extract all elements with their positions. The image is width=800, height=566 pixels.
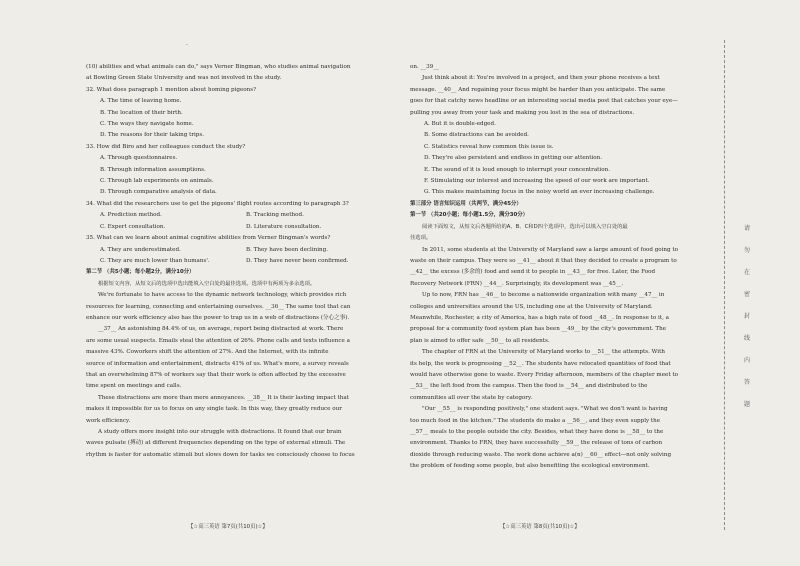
passage-line: waves pulsate (搏动) at different frequencies depending on the type of external stimuli. The [86, 440, 346, 447]
passage-line: The chapter of FRN at the University of Maryland works to __51__ the attempts. With [422, 349, 665, 356]
seal-line-notice [744, 218, 750, 416]
top-dot-mark: · [186, 42, 188, 49]
option: C. The ways they navigate home. [100, 121, 194, 128]
page-footer-left: 【☆高三英语 第7页(共10页)☆】 [188, 524, 268, 530]
option: D. They have never been confirmed. [246, 257, 349, 264]
left-page [86, 62, 392, 461]
passage-line: __42__ the excess (多余的) food and send it to people in __43__ for free. Later, the Food [410, 269, 656, 276]
passage-line: These distractions are more than mere annoyances. __38__ It is their lasting impact that [98, 394, 349, 401]
seal-char: 封 [744, 313, 751, 320]
passage-line: enhance our work efficiency also has the power to trap us in a web of distractions (分心之事). [86, 314, 350, 321]
passage-line: __57__ meals to the people outside the city. Besides, what they have done is __58__ to the [410, 429, 664, 435]
intro-line: (10) abilities and what animals can do," says Verner Bingman, who studies animal navigation [86, 64, 351, 70]
part-title: 第三部分 语言知识运用（共两节，满分45分） [410, 200, 522, 207]
passage-line: Up to now, FRN has __46__ to become a nationwide organization with many __47__ in [422, 292, 665, 299]
seal-char: 勿 [744, 247, 751, 254]
passage-line: __37__ An astonishing 84.4% of us, on average, report being distracted at work. There [98, 326, 344, 333]
passage-line: message. __40__ And regaining your focus might be harder than you anticipate. The same [410, 86, 666, 93]
passage-line: too much food in the kitchen." The students do make a __56__, and they even supply the [410, 417, 661, 424]
passage-line: A study offers more insight into our struggle with distractions. It found that our brain [98, 429, 342, 435]
passage-line: Recovery Network (FRN) __44__. Surprisingly, its development was __45__. [410, 280, 624, 287]
option: A. But it is double-edged. [424, 121, 496, 128]
passage-line: In 2011, some students at the University of Maryland saw a large amount of food going to [422, 246, 679, 253]
section-instructions: 阅读下面短文，从短文后各题所给的A、B、C和D四个选项中，选出可以填入空白处的最 [422, 223, 628, 230]
section-title: 第一节 （共20小题；每小题1.5分，满分30分） [410, 212, 529, 219]
passage-line: communities all over the state by category. [410, 394, 533, 401]
question-stem: 32. What does paragraph 1 mention about homing pigeons? [86, 86, 257, 93]
passage-line: massive 43%. Coworkers shift the attention of 27%. And the Internet, with its infinite [86, 349, 329, 356]
passage-line: proposal for a community food system plan has been __49__ by the city's government. The [410, 326, 667, 333]
option: B. The location of their birth. [100, 109, 183, 116]
page-footer-right: 【☆高三英语 第8页(共10页)☆】 [500, 524, 580, 530]
passage-line: would have otherwise gone to waste. Every Friday afternoon, members of the chapter meet to [410, 371, 678, 378]
option: C. Statistics reveal how common this issue is. [424, 143, 554, 150]
right-page [410, 62, 712, 473]
seal-char: 内 [744, 357, 751, 364]
intro-line: at Bowling Green State University and was not involved in the study. [86, 75, 282, 82]
passage-line: We're fortunate to have access to the dynamic network technology, which provides rich [98, 292, 347, 299]
seal-char: 在 [744, 269, 751, 276]
question-stem: 34. What did the researchers use to get the pigeons' flight routes according to paragraph 3? [86, 200, 349, 207]
passage-line: on. __39__ [410, 64, 439, 70]
option: B. Through information assumptions. [100, 166, 206, 173]
seal-char: 密 [744, 291, 751, 298]
passage-line: time spent on meetings and calls. [86, 383, 182, 390]
passage-line: waste on their campus. They were so __41__ about it that they decided to create a program to [410, 257, 677, 264]
option: D. They're also persistent and endless in getting our attention. [424, 155, 603, 162]
passage-line: that an overwhelming 87% of workers say that their work is often affected by the excessive [86, 371, 346, 378]
option-row [86, 222, 392, 233]
option: A. The time of leaving home. [100, 98, 182, 105]
passage-line: goes for that catchy news headline or an interesting social media post that catches your eye— [410, 98, 678, 105]
passage-line: work efficiency. [86, 417, 131, 424]
passage-line: source of information and entertainment, distracts 41% of us. What's more, a survey reveals [86, 360, 349, 367]
option: B. They have been declining. [246, 246, 328, 253]
section-instructions: 根据短文内容，从短文后的选项中选出能填入空白处的最佳选项。选项中有两项为多余选项。 [98, 280, 316, 287]
option-row [86, 256, 392, 267]
passage-line: resources for learning, connecting and entertaining ourselves. __36__ The same tool that can [86, 303, 351, 310]
section-title: 第二节 （共5小题；每小题2分，满分10分） [86, 269, 195, 276]
option: E. The sound of it is loud enough to interrupt your concentration. [424, 166, 610, 173]
passage-line: dioxide through reducing waste. The work done achieve a(n) __60__ effect—not only solving [410, 451, 672, 458]
section-instructions: 佳选项。 [410, 235, 432, 242]
option: C. Expert consultation. [100, 223, 166, 230]
passage-line: the problem of feeding some people, but also benefiting the ecological environment. [410, 463, 650, 470]
option: B. Tracking method. [246, 212, 304, 219]
passage-line: plan is aimed to offer safe __50__ to all residents. [410, 337, 550, 344]
option: G. This makes maintaining focus in the noisy world an ever increasing challenge. [424, 189, 655, 196]
passage-line: Just think about it: You're involved in a project, and then your phone receives a text [422, 75, 660, 82]
option: D. The reasons for their taking trips. [100, 132, 205, 139]
passage-line: rhythm is faster for automatic stimuli but slows down for tasks we consciously choose to focus [86, 451, 355, 458]
passage-line: environment. Thanks to FRN, they have successfully __59__ the release of tons of carbon [410, 440, 663, 447]
passage-line: colleges and universities around the US, including one at the University of Maryland. [410, 303, 653, 310]
passage-line: __53__ the left food from the campus. Then the food is __54__ and distributed to the [410, 383, 648, 390]
option: A. Prediction method. [100, 212, 162, 219]
seal-char: 题 [744, 401, 751, 408]
option: A. They are underestimated. [100, 246, 181, 253]
passage-line: are some usual suspects. Emails steal the attention of 26%. Phone calls and texts influence a [86, 337, 350, 344]
seal-char: 答 [744, 379, 751, 386]
question-stem: 35. What can we learn about animal cognitive abilities from Verner Bingman's words? [86, 235, 331, 242]
option: C. Through lab experiments on animals. [100, 178, 214, 185]
option: B. Some distractions can be avoided. [424, 132, 529, 139]
option: D. Literature consultation. [246, 223, 322, 230]
seal-char: 请 [744, 225, 751, 232]
seal-char: 线 [744, 335, 751, 342]
option-row [86, 210, 392, 221]
option-row [86, 245, 392, 256]
seal-line [724, 40, 727, 530]
passage-line: its help, the work is progressing __52__. The students have relocated quantities of food that [410, 360, 671, 367]
option: D. Through comparative analysis of data. [100, 189, 217, 196]
question-stem: 33. How did Biro and her colleagues conduct the study? [86, 143, 246, 150]
passage-line: makes it impossible for us to focus on any single task. In this way, they greatly reduce our [86, 406, 342, 413]
option: F. Stimulating our interest and increasing the speed of our work are important. [424, 178, 650, 185]
passage-line: Meanwhile, Rochester, a city of America, has a high rate of food __48__. In response to it, a [410, 314, 669, 321]
passage-line: pulling you away from your task and making you lost in the sea of distractions. [410, 109, 635, 116]
passage-line: "Our __55__ is responding positively," one student says. "What we don't want is having [422, 406, 668, 413]
option: A. Through questionnaires. [100, 155, 178, 162]
option: C. They are much lower than humans'. [100, 257, 210, 264]
